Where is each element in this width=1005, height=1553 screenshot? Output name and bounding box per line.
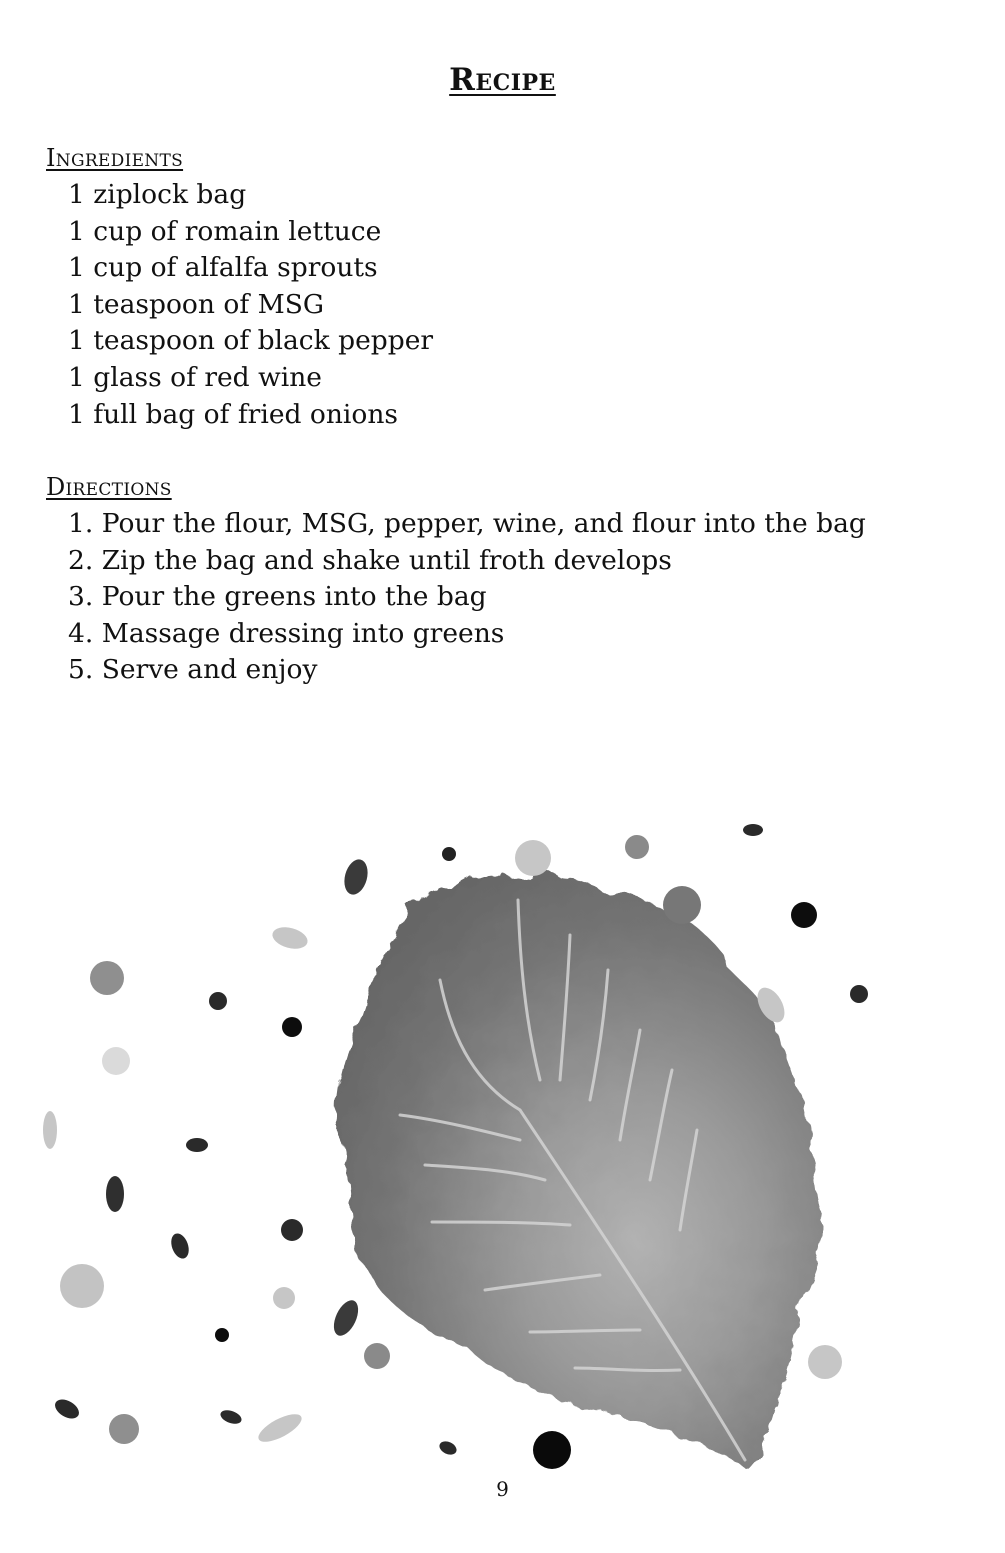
list-item: 1 cup of alfalfa sprouts (68, 252, 378, 284)
list-item: 1 teaspoon of MSG (68, 288, 325, 320)
list-item: 3. Pour the greens into the bag (68, 581, 487, 613)
ingredients-heading: Ingredients (46, 144, 184, 172)
list-item: 4. Massage dressing into greens (68, 617, 505, 649)
list-item: 1 glass of red wine (68, 361, 322, 393)
directions-list (68, 506, 866, 689)
lettuce-leaf-illustration (0, 800, 1005, 1480)
page-title: Recipe (449, 62, 556, 98)
list-item: 5. Serve and enjoy (68, 654, 318, 686)
list-item: 2. Zip the bag and shake until froth develops (68, 544, 672, 576)
directions-heading: Directions (46, 473, 172, 501)
list-item: 1. Pour the flour, MSG, pepper, wine, and flour into the bag (68, 508, 866, 539)
list-item: 1 teaspoon of black pepper (68, 325, 434, 357)
ingredients-list (68, 177, 433, 433)
list-item: 1 cup of romain lettuce (68, 215, 382, 247)
page-number: 9 (496, 1477, 509, 1501)
leaf (337, 873, 821, 1468)
list-item: 1 ziplock bag (68, 179, 247, 210)
list-item: 1 full bag of fried onions (68, 398, 399, 430)
